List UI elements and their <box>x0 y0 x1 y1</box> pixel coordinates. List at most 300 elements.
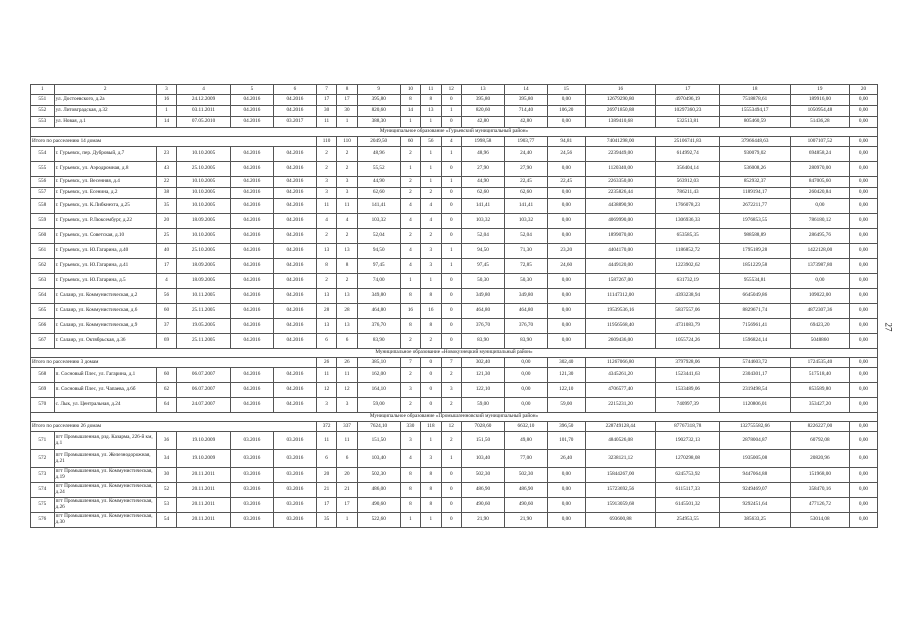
table-cell: 0,00 <box>849 289 877 304</box>
table-cell: 1587267,00 <box>585 274 656 289</box>
table-cell: 8 <box>400 498 420 513</box>
table-row <box>31 244 878 259</box>
table-cell: 06.07.2007 <box>177 383 231 398</box>
address-cell: пгт Промышленная, ул. Коммунистическая, д.24 <box>54 483 156 498</box>
table-cell: 4706577,40 <box>585 383 656 398</box>
table-cell: 25.11.2005 <box>177 304 231 319</box>
table-cell: 52,04 <box>357 229 400 244</box>
table-cell: 556 <box>31 177 55 188</box>
table-cell: 376,70 <box>504 319 547 334</box>
total-value: 11267066,80 <box>585 358 656 368</box>
table-cell: 4 <box>400 450 420 468</box>
table-cell: 1373987,80 <box>790 259 849 274</box>
table-cell: 04.2016 <box>230 117 273 128</box>
table-cell: 8 <box>421 468 441 483</box>
table-cell: 694858,24 <box>790 147 849 162</box>
table-cell: 04.2016 <box>230 106 273 117</box>
table-cell: 0,00 <box>849 188 877 199</box>
table-cell: 11 <box>316 199 336 214</box>
table-cell: 490,60 <box>461 498 504 513</box>
table-cell: 30 <box>337 106 357 117</box>
table-cell: 04.2016 <box>230 334 273 349</box>
table-cell: 03.2016 <box>273 432 316 450</box>
table-cell: 151968,00 <box>790 468 849 483</box>
table-cell: 15913059,68 <box>585 498 656 513</box>
table-cell: 0,00 <box>849 319 877 334</box>
table-cell: 6245753,92 <box>656 468 719 483</box>
table-cell: 0,00 <box>547 468 585 483</box>
total-value: 302,40 <box>547 358 585 368</box>
table-cell: 2 <box>400 188 420 199</box>
table-cell: 930079,02 <box>719 147 790 162</box>
table-cell: 1 <box>400 274 420 289</box>
table-cell: 0,00 <box>547 319 585 334</box>
table-cell: 376,70 <box>357 319 400 334</box>
table-cell: 1055724,26 <box>656 334 719 349</box>
table-cell: 0 <box>441 334 461 349</box>
table-cell: 04.2016 <box>230 214 273 229</box>
table-cell: 04.2016 <box>230 289 273 304</box>
table-cell: 4 <box>400 214 420 229</box>
address-cell: пгт Промышленная, ул. Коммунистическая, д.26 <box>54 498 156 513</box>
table-row <box>31 117 878 128</box>
table-cell: 83,90 <box>504 334 547 349</box>
total-value: 118 <box>421 422 441 432</box>
column-number-header: 9 <box>357 85 400 95</box>
total-value: 228749128,44 <box>585 422 656 432</box>
table-cell: 04.2016 <box>230 368 273 383</box>
table-cell: 2 <box>316 162 336 177</box>
table-cell: 03.2016 <box>273 450 316 468</box>
table-cell: 2 <box>337 147 357 162</box>
table-cell: 04.2016 <box>273 304 316 319</box>
table-cell: 03.2016 <box>230 432 273 450</box>
table-cell: 564 <box>31 289 55 304</box>
table-cell: 2263350,00 <box>585 177 656 188</box>
table-cell: 2 <box>316 147 336 162</box>
address-cell: г. Салаир, ул. Коммунистическая, д.2 <box>54 289 156 304</box>
total-value: 4 <box>441 137 461 147</box>
total-label: Итого по расселению 26 домам <box>31 422 317 432</box>
table-cell: 1422128,00 <box>790 244 849 259</box>
table-cell: 1 <box>441 147 461 162</box>
table-cell: 1 <box>421 177 441 188</box>
total-value: 56 <box>421 137 441 147</box>
total-value: 302,40 <box>461 358 504 368</box>
table-body <box>31 85 878 528</box>
table-cell: 04.2016 <box>273 244 316 259</box>
table-cell: 464,80 <box>504 304 547 319</box>
table-cell: 1270298,08 <box>656 450 719 468</box>
column-number-header: 8 <box>337 85 357 95</box>
table-cell: 4840526,08 <box>585 432 656 450</box>
table-cell: 1935005,08 <box>719 450 790 468</box>
table-cell: 04.2016 <box>273 188 316 199</box>
table-cell: 563912,03 <box>656 177 719 188</box>
table-cell: 3238121,12 <box>585 450 656 468</box>
table-cell: 49,80 <box>504 432 547 450</box>
table-cell: 3 <box>337 398 357 413</box>
table-cell: 141,41 <box>504 199 547 214</box>
table-row <box>31 106 878 117</box>
table-cell: 04.2016 <box>273 319 316 334</box>
table-cell: 11 <box>337 368 357 383</box>
table-cell: 2 <box>421 334 441 349</box>
table-cell: 10297360,23 <box>656 106 719 117</box>
table-cell: 10.10.2005 <box>177 177 231 188</box>
table-cell: 20 <box>316 468 336 483</box>
table-cell: 4438890,90 <box>585 199 656 214</box>
table-cell: 8 <box>400 95 420 106</box>
table-cell: 2 <box>316 229 336 244</box>
table-cell: 03.2016 <box>230 513 273 528</box>
table-cell: 1186852,72 <box>656 244 719 259</box>
table-cell: 631732,19 <box>656 274 719 289</box>
table-cell: 25 <box>156 229 176 244</box>
table-cell: 0,00 <box>849 106 877 117</box>
table-cell: 6 <box>316 334 336 349</box>
table-cell: 27,90 <box>504 162 547 177</box>
table-cell: 714,40 <box>504 106 547 117</box>
table-cell: 1 <box>441 244 461 259</box>
table-cell: 0,00 <box>547 274 585 289</box>
table-cell: 0,00 <box>849 483 877 498</box>
table-cell: 15723692,56 <box>585 483 656 498</box>
table-row <box>31 483 878 498</box>
table-cell: 551 <box>31 95 55 106</box>
table-cell: 19539536,16 <box>585 304 656 319</box>
table-cell: 1306936,33 <box>656 214 719 229</box>
table-cell: 36 <box>156 432 176 450</box>
table-cell: 4 <box>400 244 420 259</box>
address-cell: г. Гурьевск, ул. Ю.Гагарина, д.41 <box>54 259 156 274</box>
table-cell: 04.2016 <box>273 383 316 398</box>
address-cell: г. Гурьевск, пер. Дубровый, д.7 <box>54 147 156 162</box>
table-cell: 03.2016 <box>273 483 316 498</box>
table-cell: 04.2016 <box>230 383 273 398</box>
table-cell: 552 <box>31 106 55 117</box>
table-cell: 572 <box>31 450 55 468</box>
table-cell: 486,90 <box>461 483 504 498</box>
table-cell: 2 <box>400 147 420 162</box>
table-cell: 1 <box>156 106 176 117</box>
table-cell: 17 <box>337 498 357 513</box>
table-cell: 1 <box>400 162 420 177</box>
table-cell: 26,40 <box>547 450 585 468</box>
table-cell: 25.11.2005 <box>177 334 231 349</box>
table-cell: 3 <box>316 177 336 188</box>
table-cell: 1533489,06 <box>656 383 719 398</box>
table-cell: 0,00 <box>504 398 547 413</box>
table-row <box>31 259 878 274</box>
table-cell: 0,00 <box>849 450 877 468</box>
table-row <box>31 95 878 106</box>
table-cell: 16 <box>421 304 441 319</box>
table-cell: 0 <box>441 274 461 289</box>
table-cell: 48,96 <box>461 147 504 162</box>
total-label: Итого по расселению 3 домам <box>31 358 317 368</box>
column-number-header: 20 <box>849 85 877 95</box>
table-row <box>31 214 878 229</box>
table-cell: 03.2016 <box>230 468 273 483</box>
table-cell: 15553494,17 <box>719 106 790 117</box>
total-value: 7 <box>441 358 461 368</box>
table-cell: 1 <box>441 259 461 274</box>
table-cell: 502,30 <box>357 468 400 483</box>
table-cell: 2319498,54 <box>719 383 790 398</box>
table-cell: 6115117,33 <box>656 483 719 498</box>
table-cell: 103,32 <box>357 214 400 229</box>
table-cell: 141,41 <box>357 199 400 214</box>
table-cell: 04.2016 <box>273 274 316 289</box>
total-value: 25106741,83 <box>656 137 719 147</box>
address-cell: ул. Новая, д.1 <box>54 117 156 128</box>
table-cell: 8 <box>421 483 441 498</box>
total-value: 110 <box>337 137 357 147</box>
table-row <box>31 468 878 483</box>
table-cell: 8 <box>421 289 441 304</box>
table-cell: 122,10 <box>461 383 504 398</box>
table-cell: 3 <box>337 188 357 199</box>
table-cell: 3 <box>316 188 336 199</box>
table-cell: 0,00 <box>849 117 877 128</box>
table-cell: 1 <box>400 513 420 528</box>
table-cell: 805460,59 <box>719 117 790 128</box>
address-cell: г. Гурьевск, ул. Р.Люксембург, д.22 <box>54 214 156 229</box>
table-cell: 103,40 <box>461 450 504 468</box>
table-cell: 12 <box>316 383 336 398</box>
table-cell: 53 <box>156 498 176 513</box>
table-cell: 17 <box>337 95 357 106</box>
table-cell: 10.10.2005 <box>177 188 231 199</box>
table-cell: 0 <box>441 229 461 244</box>
table-cell: 24.12.2009 <box>177 95 231 106</box>
table-cell: 21,90 <box>461 513 504 528</box>
total-value: 1903,77 <box>504 137 547 147</box>
table-cell: 23,20 <box>547 244 585 259</box>
table-cell: 0,00 <box>849 498 877 513</box>
table-cell: 35 <box>156 199 176 214</box>
municipality-section-title: Муниципальное образование «Новокузнецкий муниципальный район» <box>31 349 878 358</box>
table-cell: 15844267,00 <box>585 468 656 483</box>
table-cell: 852932,37 <box>719 177 790 188</box>
table-cell: 0 <box>441 95 461 106</box>
table-cell: 12 <box>337 383 357 398</box>
table-cell: 349,80 <box>357 289 400 304</box>
table-cell: 567 <box>31 334 55 349</box>
total-value: 337 <box>337 422 357 432</box>
table-cell: 6145501,32 <box>656 498 719 513</box>
table-cell: 11 <box>316 117 336 128</box>
table-cell: 2 <box>441 368 461 383</box>
page-number: 27 <box>883 322 894 332</box>
total-value: 372 <box>316 422 336 432</box>
total-value: 110 <box>316 137 336 147</box>
table-cell: 2878004,87 <box>719 432 790 450</box>
table-cell: 3 <box>441 383 461 398</box>
table-cell: 59,00 <box>547 398 585 413</box>
table-cell: 2235826,44 <box>585 188 656 199</box>
table-cell: 62 <box>156 383 176 398</box>
table-cell: 59,00 <box>357 398 400 413</box>
table-cell: 1 <box>441 450 461 468</box>
table-cell: 0,00 <box>547 117 585 128</box>
table-cell: 04.2016 <box>230 147 273 162</box>
table-cell: 35 <box>316 513 336 528</box>
table-cell: 9292451,64 <box>719 498 790 513</box>
table-cell: 162,00 <box>357 368 400 383</box>
table-cell: 103,32 <box>504 214 547 229</box>
table-cell: 6 <box>337 450 357 468</box>
table-cell: 26971850,88 <box>585 106 656 117</box>
table-cell: 254953,55 <box>656 513 719 528</box>
table-cell: 04.2016 <box>273 177 316 188</box>
table-cell: 376,70 <box>461 319 504 334</box>
table-cell: 04.2016 <box>273 289 316 304</box>
total-value: 0,00 <box>849 358 877 368</box>
total-value: 3797928,06 <box>656 358 719 368</box>
table-cell: 0 <box>441 468 461 483</box>
table-cell: 0,00 <box>547 498 585 513</box>
table-cell: 2 <box>441 398 461 413</box>
table-cell: 151,50 <box>357 432 400 450</box>
table-cell: 53014,08 <box>790 513 849 528</box>
table-cell: 477126,72 <box>790 498 849 513</box>
table-cell: 56 <box>156 289 176 304</box>
address-cell: пгт Промышленная, ул. Коммунистическая, д.19 <box>54 468 156 483</box>
total-value: 94,81 <box>547 137 585 147</box>
total-value: 60 <box>400 137 420 147</box>
table-cell: 575 <box>31 498 55 513</box>
table-cell: 25.10.2005 <box>177 162 231 177</box>
table-cell: 72,85 <box>504 259 547 274</box>
table-cell: 0,00 <box>849 304 877 319</box>
table-row <box>31 398 878 413</box>
table-cell: 04.2016 <box>230 274 273 289</box>
municipality-section-title: Муниципальное образование «Промышленновский муниципальный район» <box>31 413 878 422</box>
table-cell: 1 <box>400 117 420 128</box>
table-cell: 561 <box>31 244 55 259</box>
table-cell: 5048860 <box>790 334 849 349</box>
table-cell: 557 <box>31 188 55 199</box>
table-cell: 1223902,62 <box>656 259 719 274</box>
table-cell: 60 <box>156 368 176 383</box>
table-cell: 51436,28 <box>790 117 849 128</box>
table-cell: 69423,20 <box>790 319 849 334</box>
table-cell: 44,90 <box>357 177 400 188</box>
total-value: 8226227,00 <box>790 422 849 432</box>
address-cell: п. Сосновый Плес, ул. Гагарина, д.1 <box>54 368 156 383</box>
table-cell: 17 <box>156 259 176 274</box>
total-value: 7 <box>400 358 420 368</box>
table-cell: 122,10 <box>547 383 585 398</box>
table-row <box>31 383 878 398</box>
table-cell: 8 <box>400 468 420 483</box>
address-cell: г. Салаир, ул. Коммунистическая, д.6 <box>54 304 156 319</box>
table-cell: 04.2016 <box>230 319 273 334</box>
table-cell: 10.10.2005 <box>177 229 231 244</box>
table-cell: 20.11.2011 <box>177 498 231 513</box>
address-cell: г. Салаир, ул. Коммунистическая, д.9 <box>54 319 156 334</box>
table-row <box>31 304 878 319</box>
table-cell: 83,90 <box>461 334 504 349</box>
table-cell: 1523441,63 <box>656 368 719 383</box>
table-cell: 0 <box>441 319 461 334</box>
table-cell: 04.2016 <box>230 95 273 106</box>
total-value: 74041298,00 <box>585 137 656 147</box>
address-cell: пгт Промышленная, ул. Железнодорожная, д.21 <box>54 450 156 468</box>
table-cell: 0,00 <box>849 274 877 289</box>
table-cell: 0,00 <box>849 513 877 528</box>
table-cell: 1766078,23 <box>656 199 719 214</box>
table-cell: 27,90 <box>461 162 504 177</box>
table-cell: 13 <box>316 244 336 259</box>
table-cell: 4 <box>316 214 336 229</box>
table-row <box>31 450 878 468</box>
table-row <box>31 188 878 199</box>
column-number-header: 17 <box>656 85 719 95</box>
column-number-header: 1 <box>31 85 55 95</box>
table-cell: 83,90 <box>357 334 400 349</box>
table-cell: 0,00 <box>547 214 585 229</box>
table-cell: 1 <box>421 274 441 289</box>
table-cell: 04.2016 <box>273 214 316 229</box>
table-cell: 395,80 <box>461 95 504 106</box>
table-cell: 358470,16 <box>790 483 849 498</box>
table-cell: 8 <box>421 95 441 106</box>
table-cell: 19.10.2009 <box>177 450 231 468</box>
table-cell: 13 <box>421 106 441 117</box>
table-cell: 19.10.2009 <box>177 432 231 450</box>
table-cell: 103,40 <box>357 450 400 468</box>
table-cell: 109022,00 <box>790 289 849 304</box>
table-cell: 11147312,00 <box>585 289 656 304</box>
table-cell: 2 <box>337 274 357 289</box>
table-cell: 6 <box>316 450 336 468</box>
section-total-row <box>31 422 878 432</box>
address-cell: г. Гурьевск, ул. Аэродромная, д.8 <box>54 162 156 177</box>
table-cell: 04.2016 <box>273 398 316 413</box>
table-cell: 42,80 <box>504 117 547 128</box>
table-cell: 04.2016 <box>230 244 273 259</box>
housing-resettlement-table-page <box>30 84 878 528</box>
column-number-header: 13 <box>461 85 504 95</box>
table-cell: 4393238,94 <box>656 289 719 304</box>
column-number-header: 3 <box>156 85 176 95</box>
table-cell: 04.2016 <box>273 95 316 106</box>
table-cell: 0 <box>421 383 441 398</box>
table-cell: 576 <box>31 513 55 528</box>
table-cell: 54 <box>156 513 176 528</box>
table-cell: 1 <box>441 177 461 188</box>
table-cell: 353427,20 <box>790 398 849 413</box>
table-cell: 280970,00 <box>790 162 849 177</box>
table-row <box>31 498 878 513</box>
table-cell: 0,00 <box>547 513 585 528</box>
column-number-header-row <box>31 85 878 95</box>
table-cell: 740997,39 <box>656 398 719 413</box>
table-cell: 48,96 <box>357 147 400 162</box>
table-cell: 11 <box>337 199 357 214</box>
table-cell: 62,60 <box>504 188 547 199</box>
table-cell: 24,40 <box>504 147 547 162</box>
column-number-header: 7 <box>316 85 336 95</box>
municipality-section-row <box>31 128 878 137</box>
section-total-row <box>31 358 878 368</box>
table-cell: 3 <box>400 383 420 398</box>
table-cell: 0,00 <box>547 188 585 199</box>
table-cell: 12679290,80 <box>585 95 656 106</box>
